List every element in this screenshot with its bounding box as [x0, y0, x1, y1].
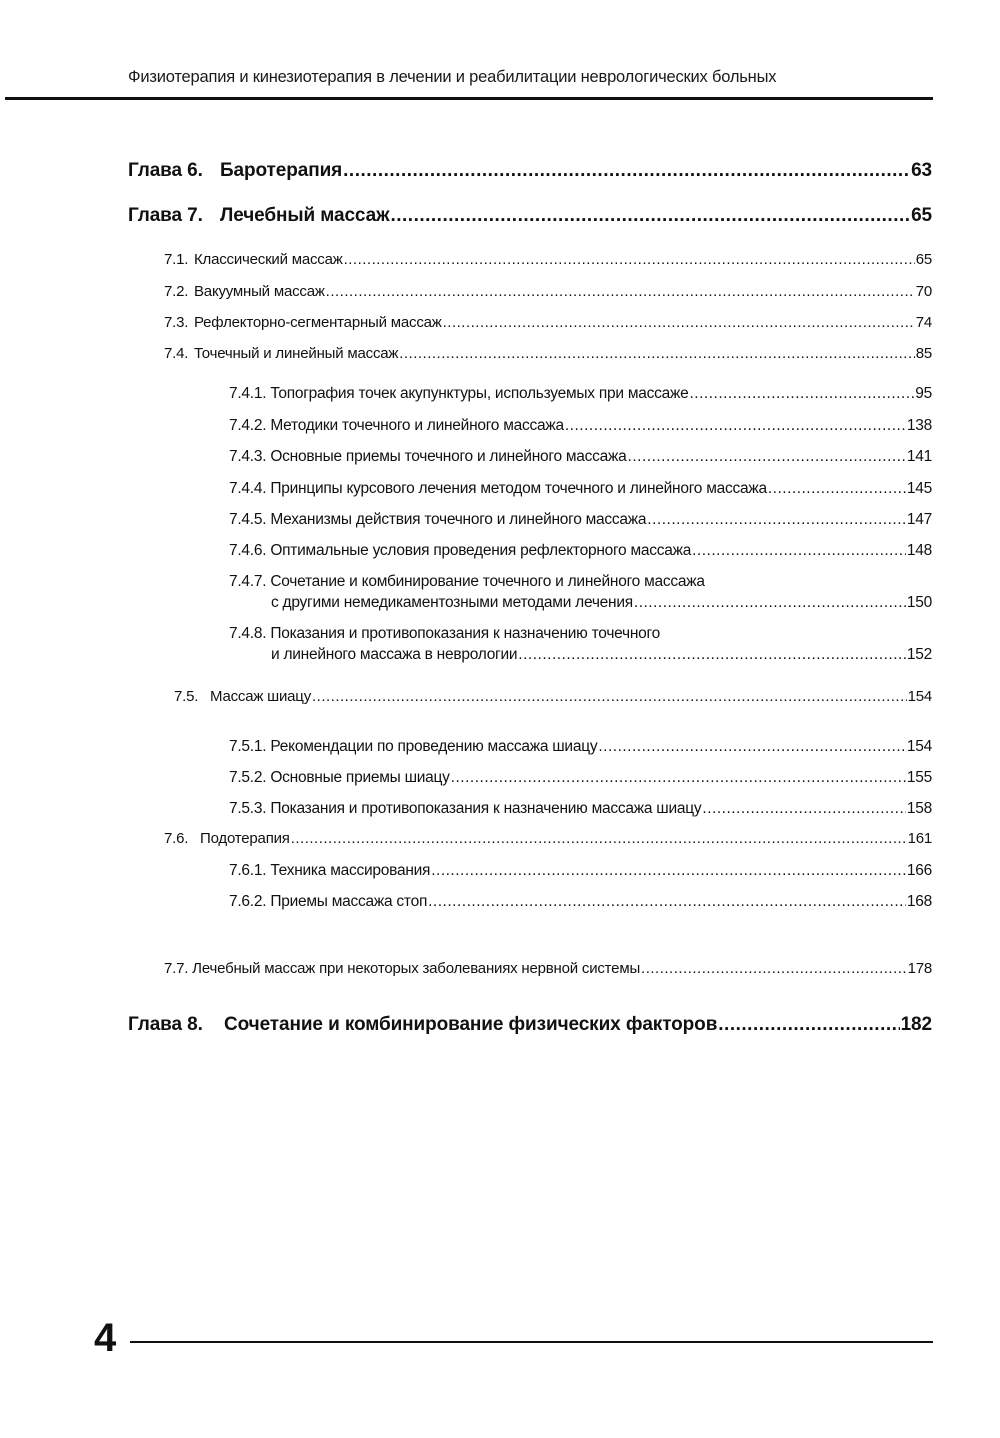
dot-leader: [343, 160, 910, 182]
section-title: Массаж шиацу: [210, 688, 311, 705]
section-number: 7.3.: [164, 314, 189, 331]
dot-leader: [702, 800, 905, 818]
section-title: Классический массаж: [194, 251, 343, 268]
toc-subsection-7-4-3[interactable]: [229, 448, 932, 466]
subsection-title: 7.4.3. Основные приемы точечного и линейного массажа: [229, 448, 627, 465]
dot-leader: [647, 511, 906, 529]
page-ref: 166: [906, 862, 932, 879]
page-ref: 70: [915, 283, 932, 300]
dot-leader: [692, 542, 906, 560]
chapter-title: Лечебный массаж: [220, 205, 390, 226]
toc-subsection-7-4-1[interactable]: [229, 385, 932, 403]
page-ref: 182: [900, 1014, 932, 1035]
dot-leader: [768, 480, 906, 498]
toc-subsection-7-5-1[interactable]: [229, 738, 932, 756]
dot-leader: [312, 688, 907, 705]
dot-leader: [344, 251, 915, 268]
subsection-title: 7.4.2. Методики точечного и линейного массажа: [229, 417, 564, 434]
page-ref: 138: [906, 417, 932, 434]
chapter-title: Баротерапия: [220, 160, 343, 181]
subsection-title: и линейного массажа в неврологии: [271, 646, 518, 663]
section-title: Вакуумный массаж: [194, 283, 325, 300]
dot-leader: [399, 345, 914, 362]
toc-section-7-7[interactable]: [164, 960, 932, 977]
toc-section-7-1[interactable]: [164, 251, 932, 268]
subsection-title: 7.5.1. Рекомендации по проведению массажа шиацу: [229, 738, 598, 755]
page-ref: 152: [906, 646, 932, 663]
toc-section-7-6[interactable]: [164, 830, 932, 847]
toc-chapter-6[interactable]: [128, 160, 932, 182]
toc-subsection-7-6-1[interactable]: [229, 862, 932, 880]
page-ref: 65: [915, 251, 932, 268]
page-ref: 178: [907, 960, 932, 977]
page-ref: 145: [906, 480, 932, 497]
subsection-title: 7.4.4. Принципы курсового лечения методом точечного и линейного массажа: [229, 480, 767, 497]
dot-leader: [628, 448, 906, 466]
subsection-title: с другими немедикаментозными методами лечения: [271, 594, 633, 611]
page-ref: 63: [911, 160, 932, 181]
subsection-title: 7.5.3. Показания и противопоказания к назначению массажа шиацу: [229, 800, 702, 817]
footer-rule: [130, 1341, 933, 1343]
chapter-number: Глава 7.: [128, 205, 203, 226]
dot-leader: [634, 594, 906, 612]
toc-subsection-7-4-8-line1[interactable]: 7.4.8. Показания и противопоказания к назначению точечного: [229, 625, 660, 642]
chapter-title: Сочетание и комбинирование физических факторов: [224, 1014, 718, 1035]
dot-leader: [326, 283, 915, 300]
dot-leader: [641, 960, 907, 977]
toc-subsection-7-4-7-line2[interactable]: [271, 594, 932, 612]
toc-subsection-7-4-7-line1[interactable]: 7.4.7. Сочетание и комбинирование точечного и линейного массажа: [229, 573, 705, 590]
toc-subsection-7-4-5[interactable]: [229, 511, 932, 529]
dot-leader: [451, 769, 906, 787]
section-title: Подотерапия: [200, 830, 290, 847]
section-title: Точечный и линейный массаж: [194, 345, 399, 362]
page-ref: 158: [906, 800, 932, 817]
page-ref: 154: [906, 738, 932, 755]
toc-subsection-7-4-2[interactable]: [229, 417, 932, 435]
page-ref: 150: [906, 594, 932, 611]
page-ref: 85: [915, 345, 932, 362]
page-number: 4: [94, 1316, 117, 1360]
section-number: 7.6.: [164, 830, 189, 847]
section-title: Рефлекторно-сегментарный массаж: [194, 314, 442, 331]
page-ref: 168: [906, 893, 932, 910]
page-ref: 95: [915, 385, 932, 402]
dot-leader: [565, 417, 906, 435]
toc-subsection-7-5-3[interactable]: [229, 800, 932, 818]
subsection-title: 7.6.1. Техника массирования: [229, 862, 431, 879]
toc-section-7-2[interactable]: [164, 283, 932, 300]
toc-subsection-7-5-2[interactable]: [229, 769, 932, 787]
section-number: 7.5.: [174, 688, 199, 705]
toc-section-7-5[interactable]: [174, 688, 932, 705]
chapter-number: Глава 6.: [128, 160, 203, 181]
toc-subsection-7-4-6[interactable]: [229, 542, 932, 560]
dot-leader: [428, 893, 906, 911]
dot-leader: [291, 830, 907, 847]
page-ref: 148: [906, 542, 932, 559]
page-ref: 161: [907, 830, 932, 847]
toc-subsection-7-6-2[interactable]: [229, 893, 932, 911]
subsection-title: 7.6.2. Приемы массажа стоп: [229, 893, 428, 910]
page-ref: 65: [911, 205, 932, 226]
dot-leader: [431, 862, 906, 880]
toc-chapter-7[interactable]: [128, 205, 932, 227]
page-ref: 147: [906, 511, 932, 528]
page-ref: 141: [906, 448, 932, 465]
page-ref: 154: [907, 688, 932, 705]
subsection-title: 7.5.2. Основные приемы шиацу: [229, 769, 450, 786]
running-header: Физиотерапия и кинезиотерапия в лечении и реабилитации неврологических больных: [128, 68, 777, 86]
header-rule: [5, 97, 933, 100]
subsection-title: 7.4.5. Механизмы действия точечного и линейного массажа: [229, 511, 647, 528]
page-ref: 74: [915, 314, 932, 331]
section-number: 7.2.: [164, 283, 189, 300]
dot-leader: [718, 1014, 899, 1036]
toc-section-7-4[interactable]: [164, 345, 932, 362]
dot-leader: [598, 738, 906, 756]
subsection-title: 7.4.6. Оптимальные условия проведения рефлекторного массажа: [229, 542, 692, 559]
toc-subsection-7-4-4[interactable]: [229, 480, 932, 498]
dot-leader: [443, 314, 915, 331]
toc-section-7-3[interactable]: [164, 314, 932, 331]
dot-leader: [390, 205, 910, 227]
toc-subsection-7-4-8-line2[interactable]: [271, 646, 932, 664]
dot-leader: [689, 385, 914, 403]
chapter-number: Глава 8.: [128, 1014, 203, 1035]
toc-chapter-8[interactable]: [128, 1014, 932, 1036]
section-title: 7.7. Лечебный массаж при некоторых заболеваниях нервной системы: [164, 960, 641, 977]
section-number: 7.1.: [164, 251, 189, 268]
dot-leader: [518, 646, 906, 664]
page-ref: 155: [906, 769, 932, 786]
section-number: 7.4.: [164, 345, 189, 362]
subsection-title: 7.4.1. Топография точек акупунктуры, используемых при массаже: [229, 385, 689, 402]
